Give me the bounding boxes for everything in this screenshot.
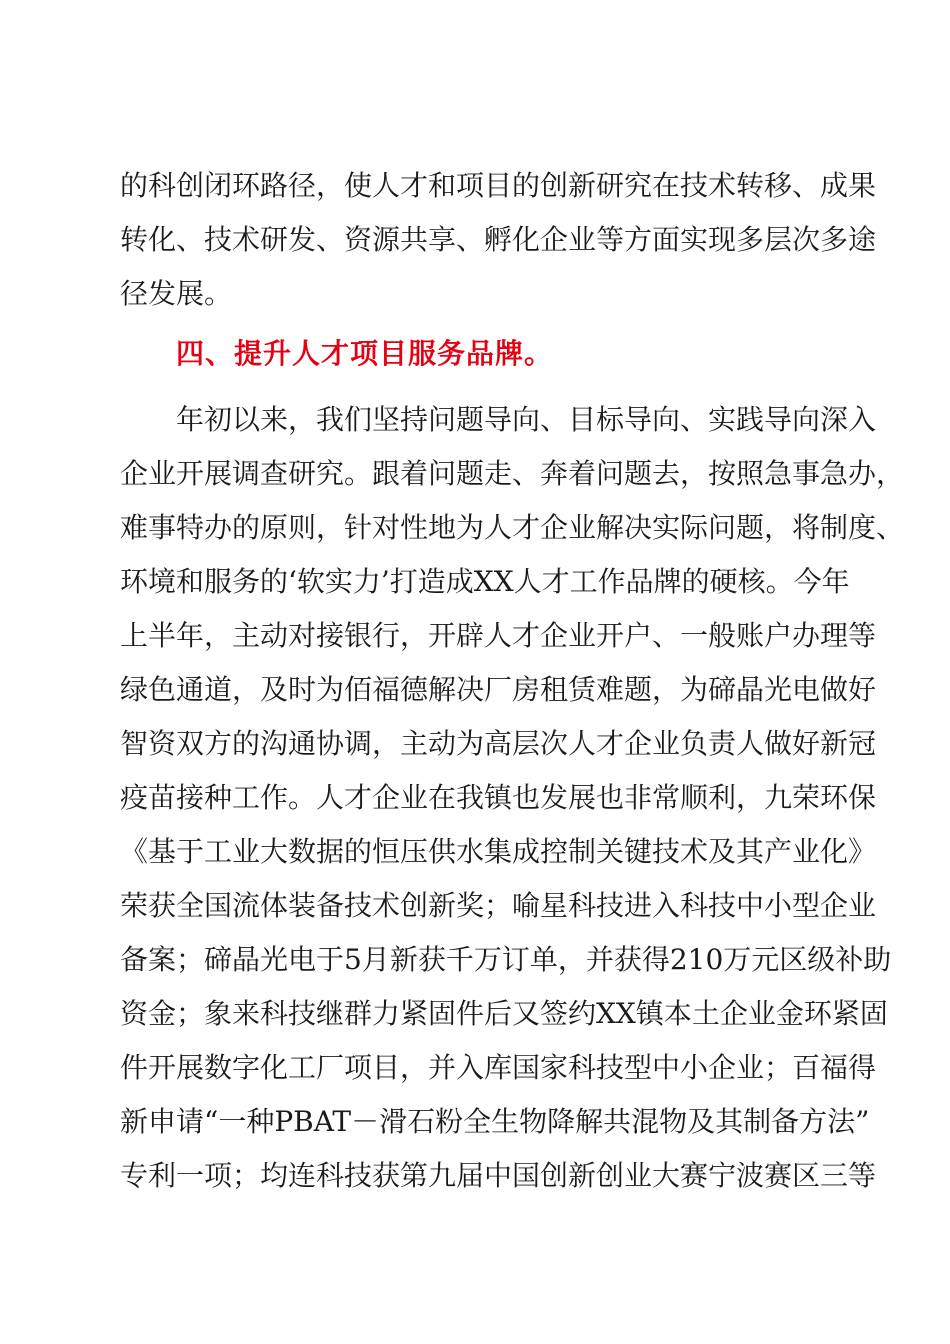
body-line-3: 难事特办的原则，针对性地为人才企业解决实际问题，将制度、 xyxy=(120,511,905,544)
body-line-9: 《基于工业大数据的恒压供水集成控制关键技术及其产业化》 xyxy=(120,835,877,868)
intro-line-2: 转化、技术研发、资源共享、孵化企业等方面实现多层次多途 xyxy=(120,223,877,256)
body-line-11: 备案；碲晶光电于5月新获千万订单，并获得210万元区级补助 xyxy=(120,943,892,976)
body-line-7: 智资双方的沟通协调，主动为高层次人才企业负责人做好新冠 xyxy=(120,727,877,760)
body-line-8: 疫苗接种工作。人才企业在我镇也发展也非常顺利，九荣环保 xyxy=(120,781,877,814)
body-line-4: 环境和服务的‘软实力’打造成XX人才工作品牌的硬核。今年 xyxy=(120,565,850,598)
body-line-15: 专利一项；均连科技获第九届中国创新创业大赛宁波赛区三等 xyxy=(120,1159,877,1192)
body-line-1: 年初以来，我们坚持问题导向、目标导向、实践导向深入 xyxy=(120,403,877,436)
section-heading: 四、提升人才项目服务品牌。 xyxy=(176,337,554,370)
body-line-12: 资金；象来科技继群力紧固件后又签约XX镇本土企业金环紧固 xyxy=(120,997,888,1030)
intro-line-3: 径发展。 xyxy=(120,277,233,310)
body-line-10: 荣获全国流体装备技术创新奖；喻星科技进入科技中小型企业 xyxy=(120,889,877,922)
body-line-6: 绿色通道，及时为佰福德解决厂房租赁难题，为碲晶光电做好 xyxy=(120,673,877,706)
body-line-14: 新申请“一种PBAT－滑石粉全生物降解共混物及其制备方法” xyxy=(120,1105,870,1138)
body-line-5: 上半年，主动对接银行，开辟人才企业开户、一般账户办理等 xyxy=(120,619,877,652)
body-line-13: 件开展数字化工厂项目，并入库国家科技型中小企业；百福得 xyxy=(120,1051,877,1084)
body-line-2: 企业开展调查研究。跟着问题走、奔着问题去，按照急事急办， xyxy=(120,457,905,490)
intro-line-1: 的科创闭环路径，使人才和项目的创新研究在技术转移、成果 xyxy=(120,169,877,202)
